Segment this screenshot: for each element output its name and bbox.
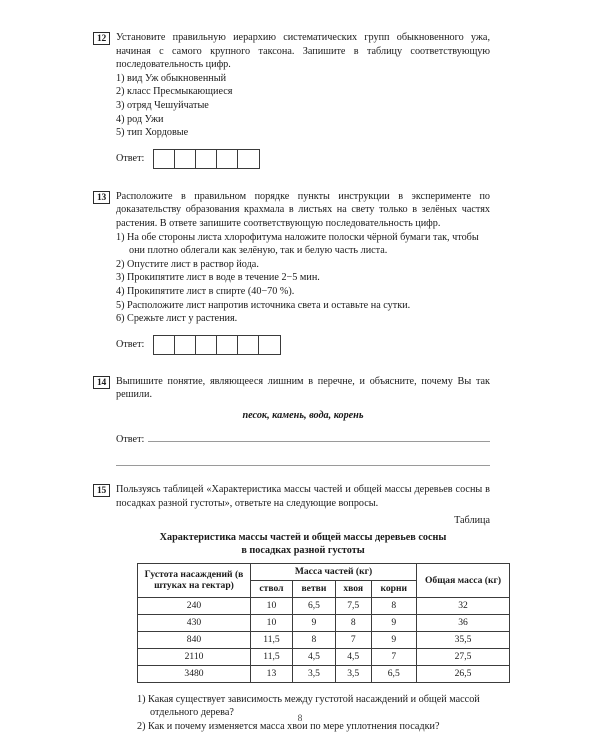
cell-needles: 7,5 — [335, 597, 371, 614]
cell-total: 27,5 — [417, 648, 510, 665]
task-12-answer-grid[interactable] — [153, 149, 260, 169]
task-15 — [93, 483, 502, 734]
answer-cell[interactable] — [175, 336, 196, 354]
task-13-options — [116, 231, 490, 326]
column-header-density: Густота насаждений (в штуках на гектар) — [138, 563, 251, 597]
answer-cell[interactable] — [196, 336, 217, 354]
cell-needles: 3,5 — [335, 665, 371, 682]
answer-cell[interactable] — [238, 336, 259, 354]
list-item: 2) Как и почему изменяется масса хвои по мере уплотнения посадки? — [137, 721, 440, 733]
column-header-total-mass: Общая масса (кг) — [417, 563, 510, 597]
list-item: 6) Срежьте лист у растения. — [116, 313, 238, 325]
answer-rule[interactable] — [148, 431, 490, 442]
table-row — [138, 665, 510, 682]
cell-branches: 8 — [292, 631, 335, 648]
cell-trunk: 11,5 — [251, 648, 293, 665]
list-item: 3) Прокипятите лист в воде в течение 2−5 мин. — [116, 272, 320, 284]
cell-roots: 9 — [371, 614, 416, 631]
list-item: 3) отряд Чешуйчатые — [116, 99, 209, 111]
answer-cell[interactable] — [154, 150, 175, 168]
task-13-answer-row — [116, 335, 490, 355]
table-body — [138, 597, 510, 682]
cell-total: 32 — [417, 597, 510, 614]
task-13-answer-label: Ответ: — [116, 338, 145, 350]
cell-density: 430 — [138, 614, 251, 631]
table-title-line-1: Характеристика массы частей и общей массы деревьев сосны — [159, 531, 447, 543]
answer-cell[interactable] — [154, 336, 175, 354]
task-13 — [93, 190, 490, 355]
table-head — [138, 563, 510, 597]
task-14-number: 14 — [93, 376, 110, 389]
page-content — [93, 31, 502, 734]
cell-total: 35,5 — [417, 631, 510, 648]
task-14-answer-lines — [116, 431, 490, 466]
task-14-answer-line-1[interactable] — [116, 431, 490, 447]
table-row — [138, 597, 510, 614]
task-12-options — [116, 72, 490, 140]
cell-roots: 6,5 — [371, 665, 416, 682]
list-item: 5) Расположите лист напротив источника света и оставьте на сутки. — [116, 299, 411, 311]
cell-roots: 7 — [371, 648, 416, 665]
answer-rule[interactable] — [116, 455, 490, 466]
cell-trunk: 10 — [251, 597, 293, 614]
task-14 — [93, 375, 490, 466]
column-header-trunk: ствол — [251, 580, 293, 597]
page-number: 8 — [297, 714, 303, 724]
list-item: 4) род Ужи — [116, 113, 164, 125]
task-13-stem: Расположите в правильном порядке пункты инструкции в эксперименте по доказательству образования крахмала в листьях на свету только в зелёных частях растения. В ответе запишите соответствующую последовательность цифр. — [116, 190, 490, 229]
cell-trunk: 10 — [251, 614, 293, 631]
task-14-term-list: песок, камень, вода, корень — [242, 409, 364, 421]
cell-trunk: 13 — [251, 665, 293, 682]
column-header-parts-group: Масса частей (кг) — [251, 563, 417, 580]
table-title-line-2: в посадках разной густоты — [241, 544, 365, 556]
cell-branches: 4,5 — [292, 648, 335, 665]
answer-cell[interactable] — [238, 150, 259, 168]
answer-cell[interactable] — [196, 150, 217, 168]
answer-cell[interactable] — [217, 336, 238, 354]
cell-total: 26,5 — [417, 665, 510, 682]
task-14-stem: Выпишите понятие, являющееся лишним в перечне, и объясните, почему Вы так решили. — [116, 375, 490, 401]
cell-density: 240 — [138, 597, 251, 614]
list-item: 1) На обе стороны листа хлорофитума наложите полоски чёрной бумаги так, чтобы они плотно облегали как зелёную, так и белую часть листа. — [116, 231, 479, 257]
cell-roots: 9 — [371, 631, 416, 648]
cell-density: 840 — [138, 631, 251, 648]
task-15-body — [93, 483, 502, 734]
answer-cell[interactable] — [259, 336, 280, 354]
table-row — [138, 631, 510, 648]
task-12-answer-row — [116, 149, 490, 169]
task-13-body — [93, 190, 490, 355]
cell-density: 3480 — [138, 665, 251, 682]
task-13-answer-grid[interactable] — [153, 335, 281, 355]
list-item: 2) Опустите лист в раствор йода. — [116, 258, 259, 270]
mass-characteristics-table — [137, 563, 510, 683]
cell-needles: 4,5 — [335, 648, 371, 665]
task-12-body — [93, 31, 490, 169]
cell-density: 2110 — [138, 648, 251, 665]
list-item: 2) класс Пресмыкающиеся — [116, 86, 233, 98]
column-header-branches: ветви — [292, 580, 335, 597]
list-item: 1) Какая существует зависимость между густотой насаждений и общей массой отдельного дерева? — [137, 693, 480, 719]
list-item: 4) Прокипятите лист в спирте (40−70 %). — [116, 285, 295, 297]
task-13-number: 13 — [93, 191, 110, 204]
task-14-body — [93, 375, 490, 466]
cell-needles: 8 — [335, 614, 371, 631]
task-12-answer-label: Ответ: — [116, 152, 145, 164]
cell-branches: 9 — [292, 614, 335, 631]
table-row — [138, 614, 510, 631]
answer-cell[interactable] — [217, 150, 238, 168]
list-item: 1) вид Уж обыкновенный — [116, 72, 227, 84]
list-item: 5) тип Хордовые — [116, 127, 189, 139]
cell-trunk: 11,5 — [251, 631, 293, 648]
cell-needles: 7 — [335, 631, 371, 648]
task-15-stem: Пользуясь таблицей «Характеристика массы частей и общей массы деревьев сосны в посадках разной густоты», ответьте на следующие вопросы. — [116, 484, 490, 509]
task-15-number: 15 — [93, 484, 110, 497]
task-12-stem: Установите правильную иерархию систематических групп обыкновенного ужа, начиная с самого крупного таксона. Запишите в таблицу соответствующую последовательность цифр. — [116, 32, 490, 71]
task-12-number: 12 — [93, 32, 110, 45]
table-header-row-1 — [138, 563, 510, 580]
table-row — [138, 648, 510, 665]
cell-total: 36 — [417, 614, 510, 631]
cell-branches: 6,5 — [292, 597, 335, 614]
cell-branches: 3,5 — [292, 665, 335, 682]
task-14-answer-label: Ответ: — [116, 434, 145, 446]
table-side-caption: Таблица — [454, 515, 490, 527]
answer-cell[interactable] — [175, 150, 196, 168]
column-header-needles: хвоя — [335, 580, 371, 597]
column-header-roots: корни — [371, 580, 416, 597]
task-12 — [93, 31, 490, 169]
cell-roots: 8 — [371, 597, 416, 614]
